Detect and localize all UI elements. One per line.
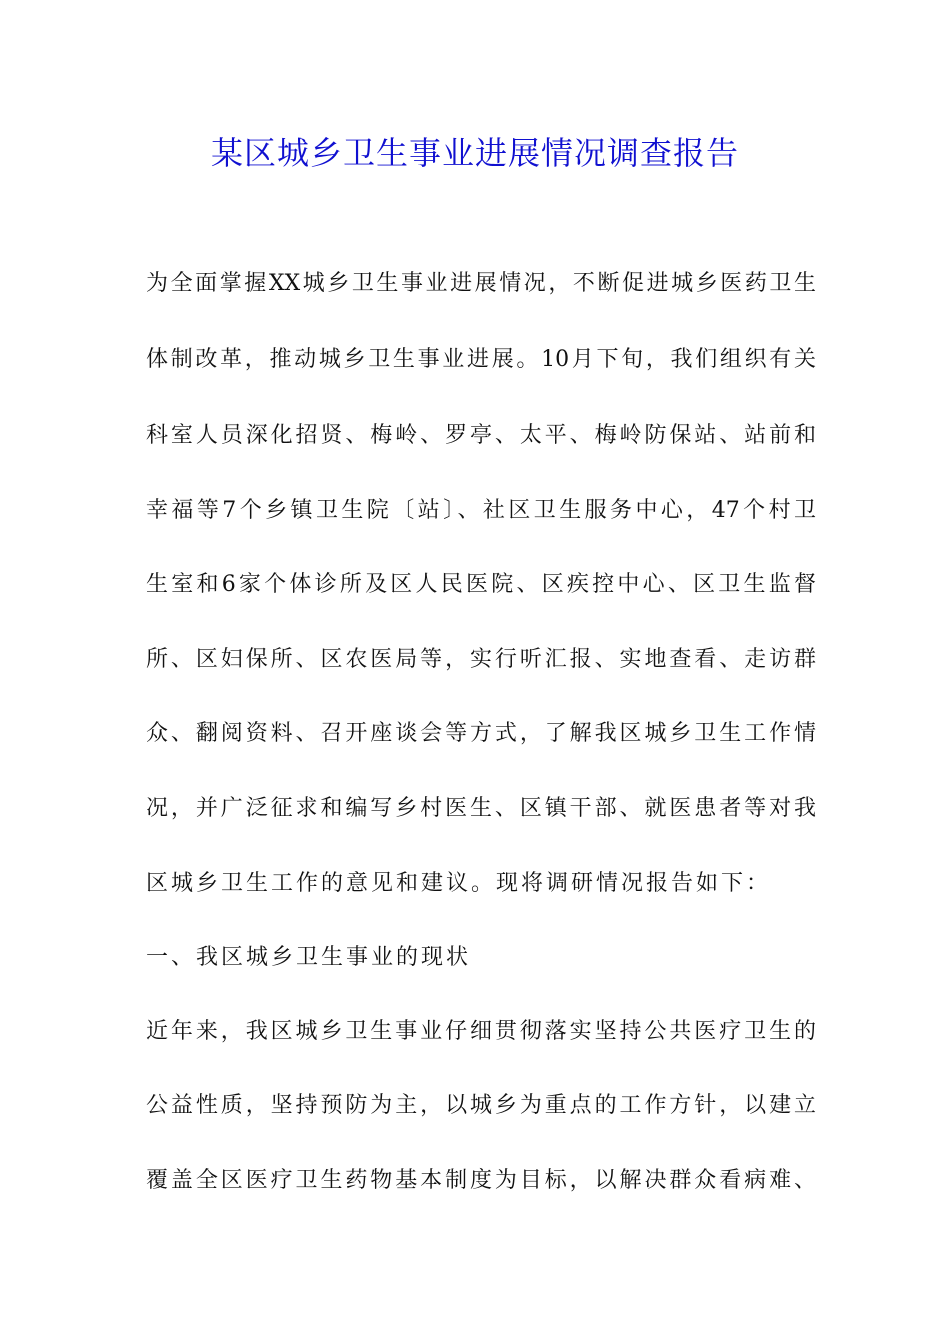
paragraph-line: 覆盖全区医疗卫生药物基本制度为目标，以解决群众看病难、 — [146, 1168, 816, 1193]
paragraph-line: 体制改革，推动城乡卫生事业进展。10月下旬，我们组织有关 — [146, 347, 816, 372]
paragraph-line: 公益性质，坚持预防为主，以城乡为重点的工作方针，以建立 — [146, 1093, 816, 1118]
section-heading: 一、我区城乡卫生事业的现状 — [146, 945, 472, 970]
paragraph-line: 况，并广泛征求和编写乡村医生、区镇干部、就医患者等对我 — [146, 796, 816, 821]
paragraph-line: 生室和6家个体诊所及区人民医院、区疾控中心、区卫生监督 — [146, 572, 816, 597]
paragraph-line: 幸福等7个乡镇卫生院〔站〕、社区卫生服务中心，47个村卫 — [146, 498, 816, 523]
paragraph-line: 众、翻阅资料、召开座谈会等方式，了解我区城乡卫生工作情 — [146, 721, 816, 746]
document-title: 某区城乡卫生事业进展情况调查报告 — [210, 134, 739, 172]
paragraph-line: 区城乡卫生工作的意见和建议。现将调研情况报告如下： — [146, 871, 772, 896]
paragraph-line: 为全面掌握XX城乡卫生事业进展情况，不断促进城乡医药卫生 — [146, 271, 816, 296]
paragraph-line: 近年来，我区城乡卫生事业仔细贯彻落实坚持公共医疗卫生的 — [146, 1019, 816, 1044]
paragraph-line: 所、区妇保所、区农医局等，实行听汇报、实地查看、走访群 — [146, 647, 816, 672]
paragraph-line: 科室人员深化招贤、梅岭、罗亭、太平、梅岭防保站、站前和 — [146, 423, 816, 448]
